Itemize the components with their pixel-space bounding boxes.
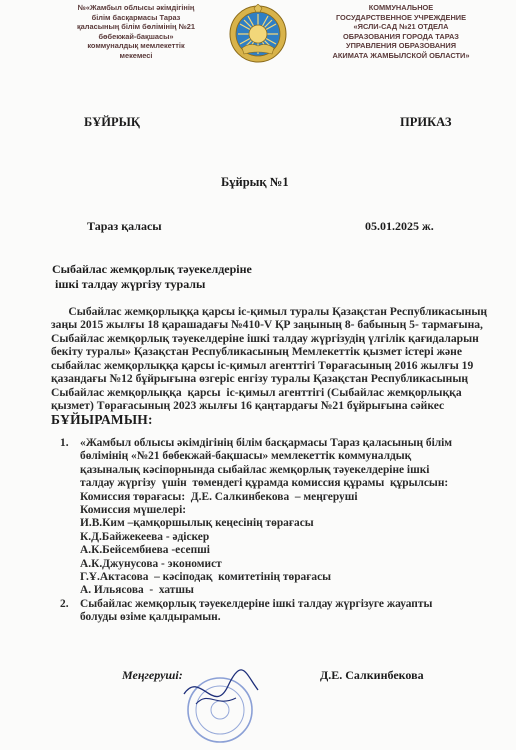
subject-line: Сыбайлас жемқорлық тәуекелдеріне <box>52 262 252 276</box>
letterhead-kz-line: мекемесі <box>119 50 153 60</box>
item-line: А.К.Джунусова - экономист <box>80 557 222 570</box>
item-line: К.Д.Байжекеева - әдіскер <box>80 530 210 543</box>
letterhead-ru-line: ГОСУДАРСТВЕННОЕ УЧРЕЖДЕНИЕ <box>335 12 467 22</box>
city: Тараз қаласы <box>87 219 162 233</box>
order-subject <box>52 262 252 292</box>
item-line: А. Ильясова - хатшы <box>80 584 194 597</box>
order-word: БҰЙЫРАМЫН: <box>51 412 153 427</box>
item-line: талдау жүргізу үшін төмендегі құрамда комиссия құрамы құрылсын: <box>80 477 449 490</box>
order-items <box>60 437 453 625</box>
preamble-line: қазандағы №12 бұйрығына өзгеріс енгізу туралы Қазақстан Республикасының <box>51 372 469 386</box>
preamble-line: заңы 2015 жылғы 18 қарашадағы №410-V ҚР заңының 8- бабының 5- тармағына, <box>51 318 483 332</box>
order-date: 05.01.2025 ж. <box>365 219 434 233</box>
letterhead-kz <box>48 3 224 61</box>
list-item <box>60 597 452 611</box>
signer-title: Меңгеруші: <box>122 668 183 682</box>
item-line: Комиссия төрағасы: Д.Е. Салкинбекова – меңгеруші <box>80 490 358 503</box>
letterhead-ru-line: КОММУНАЛЬНОЕ <box>368 3 434 12</box>
letterhead-ru <box>306 3 496 61</box>
preamble-line: Сыбайлас жемқорлыққа қарсы іс-қимыл туралы Қазақстан Республикасының <box>51 305 488 318</box>
letterhead-kz-line: №«Жамбыл облысы әкімдігінің <box>77 3 195 12</box>
subject-line: ішкі талдау жүргізу туралы <box>52 277 206 291</box>
letterhead-kz-line: бөбекжай-бақшасы» <box>98 31 174 41</box>
letterhead-ru-line: УПРАВЛЕНИЯ ОБРАЗОВАНИЯ <box>345 41 457 51</box>
item-line: Г.Ұ.Актасова – кәсіподақ комитетінің төрағасы <box>80 571 332 584</box>
letterhead-kz-line: қаласының білім бөлімінің №21 <box>76 22 196 32</box>
item-line: қазыналық кәсіпорнында сыбайлас жемқорлық тәуекелдеріне ішкі <box>80 463 430 476</box>
doc-type-kz: БҰЙРЫҚ <box>84 115 140 129</box>
kazakhstan-state-emblem-icon <box>228 4 288 64</box>
preamble-line: бекіту туралы» Қазақстан Республикасының Мемлекеттік қызмет істері және <box>51 345 462 359</box>
preamble-line: сыбайлас жемқорлыққа қарсы іс-қимыл агенттігі Төрағасының 2016 жылғы 19 <box>51 358 474 372</box>
order-number: Бұйрық №1 <box>221 175 289 189</box>
item-line: А.К.Бейсембиева -есепші <box>80 544 210 557</box>
item-line: бөлімінің «№21 бөбекжай-бақшасы» мемлекеттік коммуналдық <box>80 450 412 463</box>
signer-name: Д.Е. Салкинбекова <box>320 668 424 682</box>
item-line: И.В.Ким –қамқоршылық кеңесінің төрағасы <box>80 517 314 530</box>
preamble-line: қызмет) Төрағасының 2023 жылғы 16 қаңтардағы №21 бұйрығына сәйкес <box>51 399 445 413</box>
list-item <box>60 437 453 450</box>
item-line: «Жамбыл облысы әкімдігінің білім басқармасы Тараз қаласының білім <box>80 437 453 449</box>
item-line: Сыбайлас жемқорлық тәуекелдеріне ішкі талдау жүргізуге жауапты <box>80 597 433 610</box>
letterhead-ru-line: «ЯСЛИ-САД №21 ОТДЕЛА <box>353 22 449 32</box>
letterhead-kz-line: білім басқармасы Тараз <box>91 12 181 22</box>
preamble-line: Сыбайлас жемқорлыққа қарсы іс-қимыл агенттігі (Сыбайлас жемқорлыққа <box>51 385 462 399</box>
item-line: болуды өзіме қалдырамын. <box>80 611 221 624</box>
preamble <box>51 305 488 413</box>
item-line: Комиссия мүшелері: <box>80 504 187 517</box>
letterhead-ru-line: ОБРАЗОВАНИЯ ГОРОДА ТАРАЗ <box>343 31 459 41</box>
item-number: 1. <box>60 437 69 449</box>
stamp-icon <box>176 664 264 744</box>
letterhead-kz-line: коммуналдық мемлекеттік <box>87 41 185 51</box>
preamble-line: Сыбайлас жемқорлық тәуекелдеріне ішкі талдау жүргізудің үлгілік қағидаларын <box>51 331 479 345</box>
letterhead-ru-line: АКИМАТА ЖАМБЫЛСКОЙ ОБЛАСТИ» <box>332 50 470 60</box>
doc-type-ru: ПРИКАЗ <box>400 115 452 129</box>
item-number: 2. <box>60 597 69 610</box>
